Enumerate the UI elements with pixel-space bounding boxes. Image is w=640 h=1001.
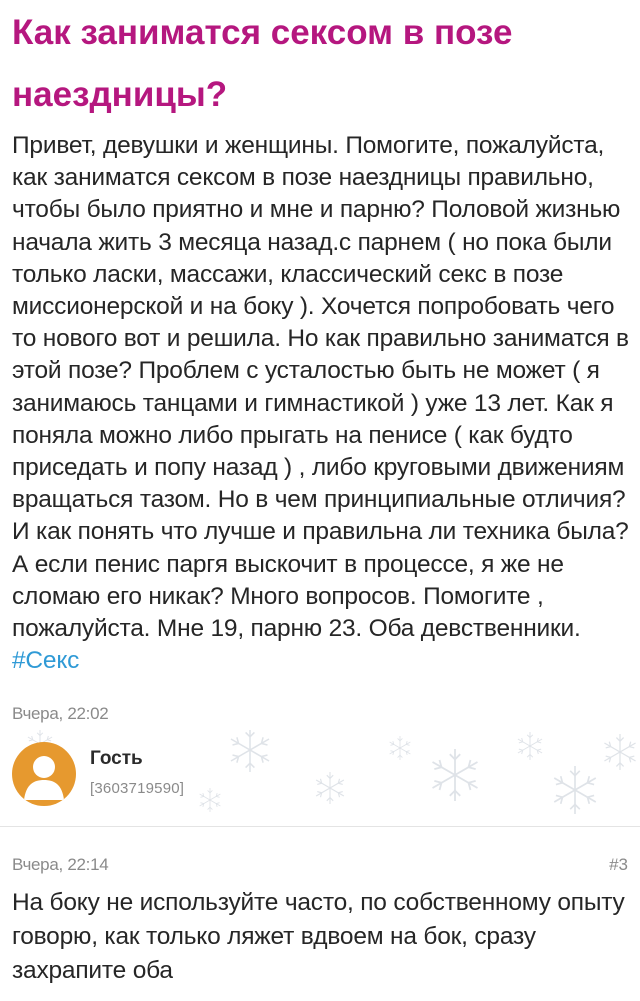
author-name[interactable]: Гость xyxy=(90,748,143,769)
question-body xyxy=(12,130,632,677)
divider xyxy=(0,826,640,827)
tag-link[interactable]: #Секс xyxy=(12,647,80,675)
snowflake-background xyxy=(0,730,640,824)
answer-number[interactable]: #3 xyxy=(609,855,628,874)
user-silhouette-icon[interactable] xyxy=(12,742,76,806)
question-timestamp: Вчера, 22:02 xyxy=(12,704,109,723)
question-title: Как заниматся сексом в позе наездницы? xyxy=(12,13,513,114)
author-block xyxy=(0,730,640,824)
answer-timestamp: Вчера, 22:14 xyxy=(12,855,109,874)
author-id: [3603719590] xyxy=(90,780,185,797)
answer-text: На боку не используйте часто, по собственному опыту говорю, как только ляжет вдвоем на бок, сразу захрапите оба xyxy=(12,889,625,984)
question-text: Привет, девушки и женщины. Помогите, пожалуйста, как заниматся сексом в позе наездницы правильно, чтобы было приятно и мне и парню? Половой жизнью начала жить 3 месяца назад.с парнем ( но пока были только ласки, массажи, классический секс в позе миссионерской и на боку ). Хочется попробовать чего то нового вот и решила. Но как правильно заниматся в этой позе? Проблем с усталостью быть не может ( я занимаюсь танцами и гимнастикой ) уже 13 лет. Как я поняла можно либо прыгать на пенисе ( как будто приседать и попу назад ) , либо круговыми движениям вращаться тазом. Но в чем принципиальные отличия? И как понять что лучше и правильна ли техника была? А если пенис паргя выскочит в процессе, я же не сломаю его никак? Много вопросов. Помогите , пожалуйста. Мне 19, парню 23. Оба девственники. xyxy=(12,132,629,643)
